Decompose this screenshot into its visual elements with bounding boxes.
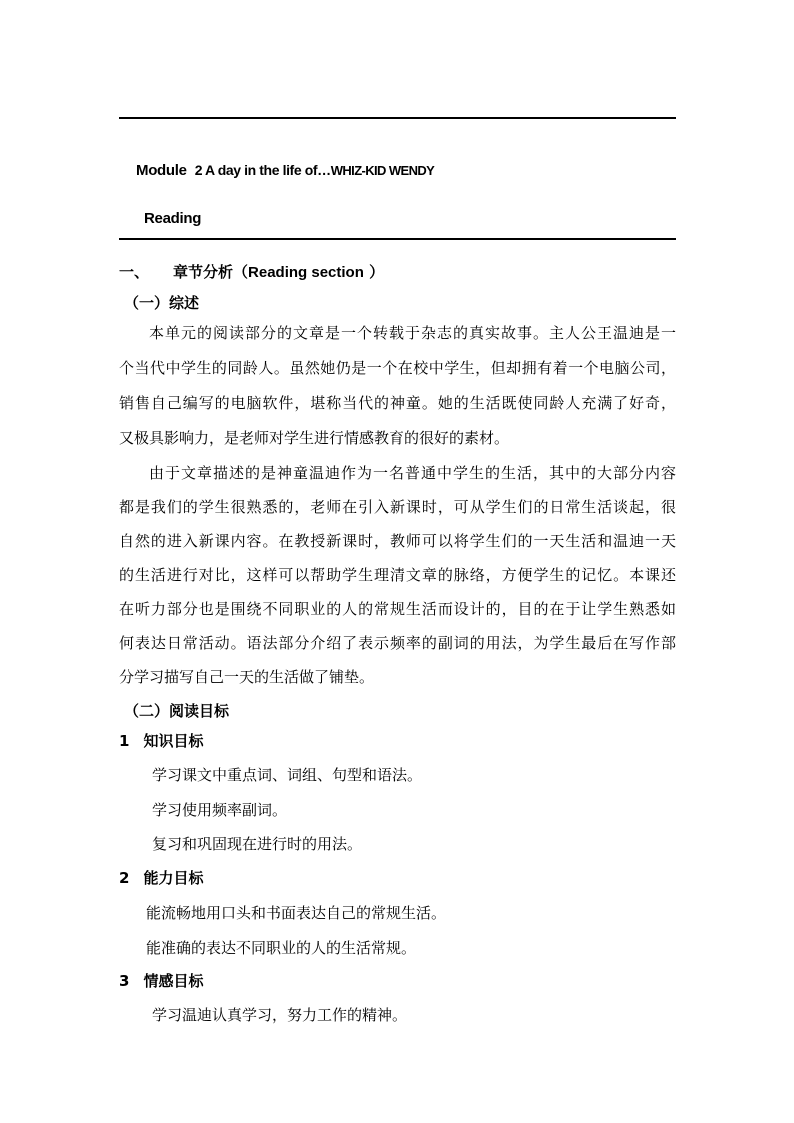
module-caps-title: WHIZ-KID WENDY (330, 163, 435, 178)
paragraph-line: 何表达日常活动。语法部分介绍了表示频率的副词的用法，为学生最后在写作部 (119, 634, 676, 652)
paragraph-line: 本单元的阅读部分的文章是一个转载于杂志的真实故事。主人公王温迪是一 (149, 324, 676, 342)
emotion-goal-heading (119, 970, 203, 991)
module-title (136, 162, 434, 179)
section-title-zh: 章节分析（ (173, 263, 249, 281)
paragraph-line: 分学习描写自己一天的生活做了铺垫。 (119, 668, 375, 686)
goals-heading: （二）阅读目标 (124, 702, 230, 720)
goal-item: 能流畅地用口头和书面表达自己的常规生活。 (146, 904, 447, 922)
paragraph-line: 自然的进入新课内容。在教授新课时，教师可以将学生们的一天生活和温迪一天 (119, 532, 676, 550)
overview-heading: （一）综述 (124, 294, 200, 312)
goal-item: 复习和巩固现在进行时的用法。 (152, 835, 363, 853)
paragraph-line: 的生活进行对比，这样可以帮助学生理清文章的脉络，方便学生的记忆。本课还 (119, 566, 676, 584)
goal-number: 1 (119, 732, 130, 750)
section-title-close: ） (363, 263, 385, 281)
module-word: Module (136, 162, 187, 179)
goal-title: 知识目标 (143, 732, 204, 750)
knowledge-goal-heading (119, 730, 203, 751)
ability-goal-heading (119, 867, 203, 888)
goal-title: 能力目标 (143, 869, 204, 887)
goal-item: 能准确的表达不同职业的人的生活常规。 (146, 939, 417, 957)
paragraph-line: 在听力部分也是围绕不同职业的人的常规生活而设计的，目的在于让学生熟悉如 (119, 600, 676, 618)
paragraph-line: 由于文章描述的是神童温迪作为一名普通中学生的生活，其中的大部分内容 (149, 464, 676, 482)
paragraph-line: 又极具影响力，是老师对学生进行情感教育的很好的素材。 (119, 429, 510, 447)
goal-number: 2 (119, 869, 130, 887)
header-rule-bottom (119, 238, 676, 240)
header-rule-top (119, 117, 676, 119)
module-subtitle: 2 A day in the life of… (194, 162, 331, 178)
goal-item: 学习课文中重点词、词组、句型和语法。 (152, 766, 423, 784)
reading-label: Reading (144, 210, 202, 227)
section-number: 一、 (119, 263, 150, 281)
goal-item: 学习使用频率副词。 (152, 801, 288, 819)
section-heading (119, 261, 384, 282)
goal-item: 学习温迪认真学习，努力工作的精神。 (152, 1006, 408, 1024)
paragraph-line: 都是我们的学生很熟悉的，老师在引入新课时，可从学生们的日常生活谈起，很 (119, 498, 676, 516)
paragraph-line: 销售自己编写的电脑软件，堪称当代的神童。她的生活既使同龄人充满了好奇， (119, 394, 676, 412)
goal-number: 3 (119, 972, 130, 990)
section-title-en: Reading section (248, 264, 364, 281)
goal-title: 情感目标 (143, 972, 204, 990)
paragraph-line: 个当代中学生的同龄人。虽然她仍是一个在校中学生，但却拥有着一个电脑公司， (119, 359, 676, 377)
